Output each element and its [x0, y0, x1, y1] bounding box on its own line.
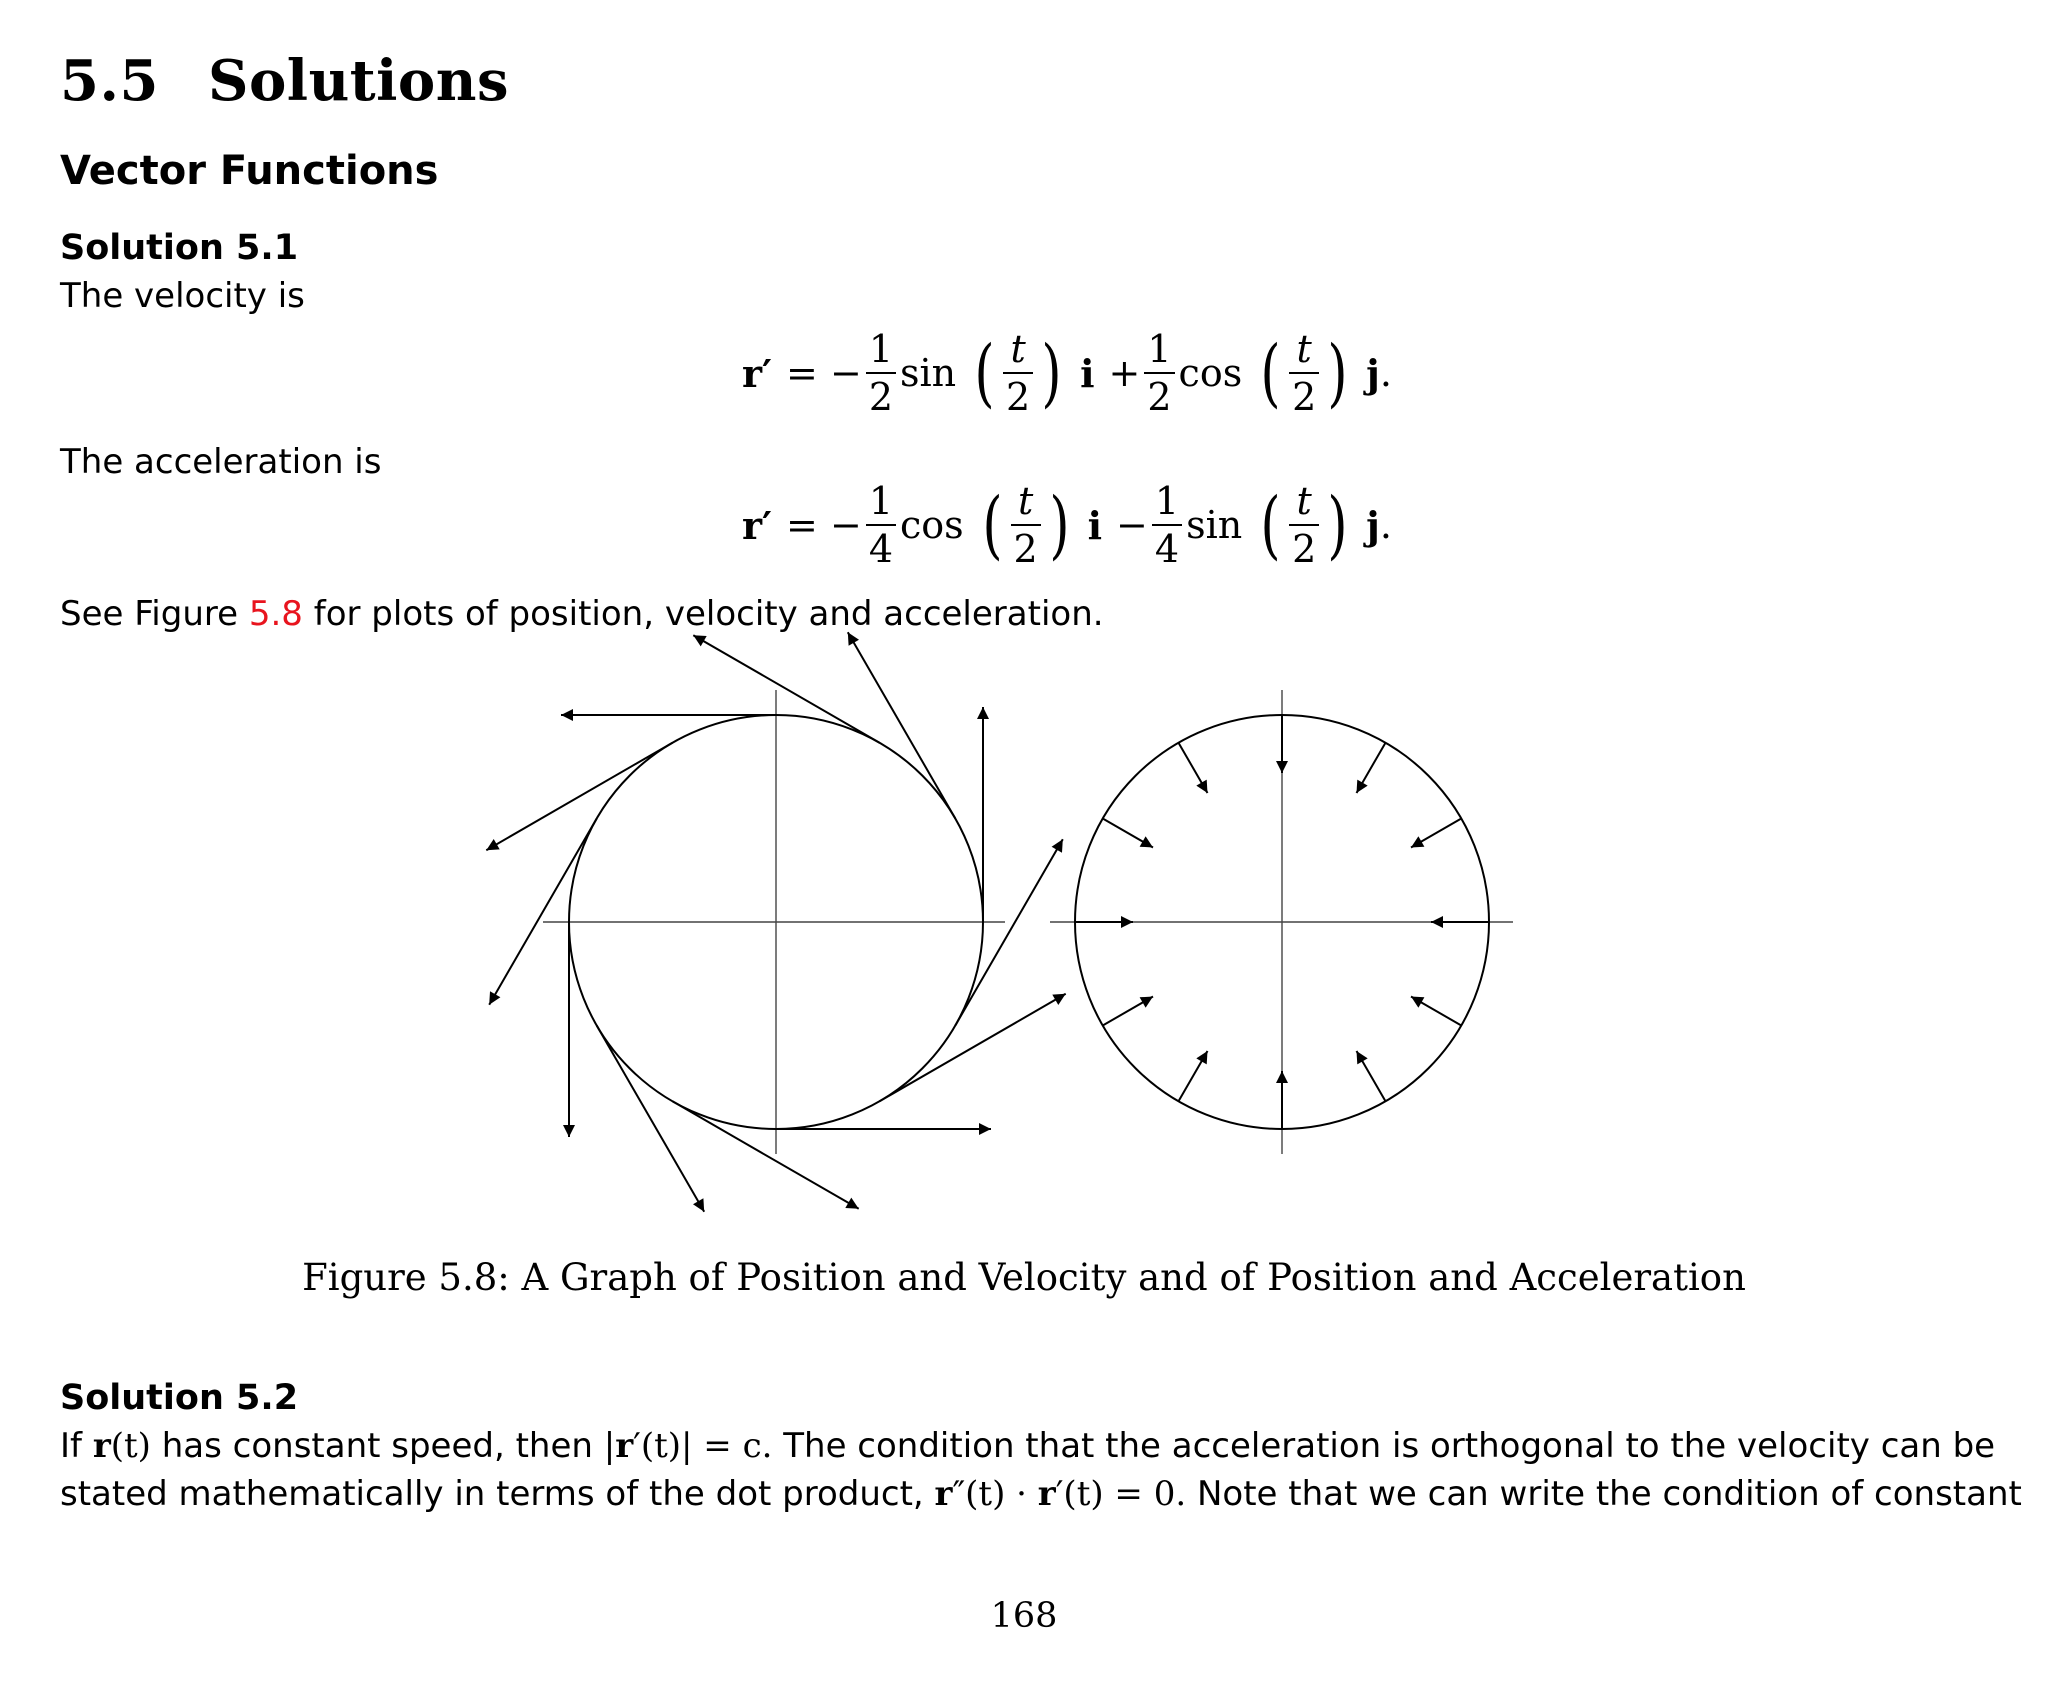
position-acceleration-plot	[1050, 690, 1513, 1154]
velocity-arrow	[880, 994, 1066, 1102]
fraction: $\frac{t}{2}$	[1289, 482, 1319, 568]
acceleration-arrow	[1103, 819, 1153, 848]
function-name: sin	[1186, 503, 1243, 547]
see-figure-line: See Figure 5.8 for plots of position, velocity and acceleration.	[60, 594, 1104, 634]
position-velocity-plot	[486, 632, 1065, 1211]
acceleration-arrow	[1357, 743, 1386, 793]
function-name: sin	[900, 351, 957, 395]
unit-vector-j: j	[1366, 350, 1380, 396]
solution-5-1-title: Solution 5.1	[60, 228, 299, 268]
section-number: 5.5	[60, 48, 159, 114]
fraction: $\frac{t}{2}$	[1011, 482, 1041, 568]
solution-5-2-title: Solution 5.2	[60, 1378, 299, 1418]
velocity-arrow	[955, 839, 1063, 1025]
acceleration-arrow	[1179, 1051, 1208, 1101]
velocity-arrow	[693, 635, 879, 743]
fraction: $\frac{1}{4}$	[866, 482, 896, 568]
velocity-arrow	[597, 1026, 705, 1212]
acceleration-arrow	[1411, 819, 1461, 848]
eq-equals: = −	[786, 351, 862, 395]
page-number: 168	[990, 1596, 1058, 1636]
velocity-arrow	[848, 632, 956, 818]
fraction: $\frac{t}{2}$	[1003, 330, 1033, 416]
solution-5-2-line-2: stated mathematically in terms of the dot product, r″(t) · r′(t) = 0. Note that we can write the condition of constant	[60, 1474, 2022, 1514]
eq-lhs: r′	[742, 502, 773, 548]
fraction: $\frac{1}{4}$	[1152, 482, 1182, 568]
unit-vector-i: i	[1080, 350, 1095, 396]
velocity-equation: r′ = − $\frac{1}{2}$ sin ( $\frac{t}{2}$ ) i + $\frac{1}{2}$ cos ( $\frac{t}{2}$ ) j .	[742, 327, 1392, 419]
unit-vector-i: i	[1087, 502, 1103, 548]
fraction: $\frac{t}{2}$	[1289, 330, 1319, 416]
velocity-arrow	[673, 1101, 859, 1209]
fraction: $\frac{1}{2}$	[866, 330, 896, 416]
figure-reference-link[interactable]: 5.8	[248, 594, 303, 634]
velocity-intro: The velocity is	[60, 276, 305, 316]
operator: +	[1108, 351, 1141, 395]
figure-caption: Figure 5.8: A Graph of Position and Velocity and of Position and Acceleration	[302, 1256, 1746, 1299]
section-title: Solutions	[208, 48, 510, 114]
subsection-heading: Vector Functions	[60, 148, 439, 194]
acceleration-arrow	[1103, 997, 1153, 1026]
acceleration-arrow	[1179, 743, 1208, 793]
acceleration-equation: r′ = − $\frac{1}{4}$ cos ( $\frac{t}{2}$ ) i − $\frac{1}{4}$ sin ( $\frac{t}{2}$ ) j .	[742, 479, 1392, 571]
velocity-arrow	[489, 819, 597, 1005]
velocity-arrow	[486, 743, 672, 851]
acceleration-arrow	[1411, 997, 1461, 1026]
solution-5-2-line-1: If r(t) has constant speed, then |r′(t)| = c. The condition that the acceleration is orthogonal to the velocity can be	[60, 1426, 1996, 1466]
unit-vector-j: j	[1366, 502, 1380, 548]
eq-lhs: r′	[742, 350, 773, 396]
acceleration-intro: The acceleration is	[60, 442, 382, 482]
acceleration-arrow	[1357, 1051, 1386, 1101]
function-name: cos	[1178, 351, 1243, 395]
operator: −	[1116, 503, 1148, 547]
function-name: cos	[900, 503, 964, 547]
fraction: $\frac{1}{2}$	[1144, 330, 1174, 416]
eq-equals: = −	[786, 503, 862, 547]
